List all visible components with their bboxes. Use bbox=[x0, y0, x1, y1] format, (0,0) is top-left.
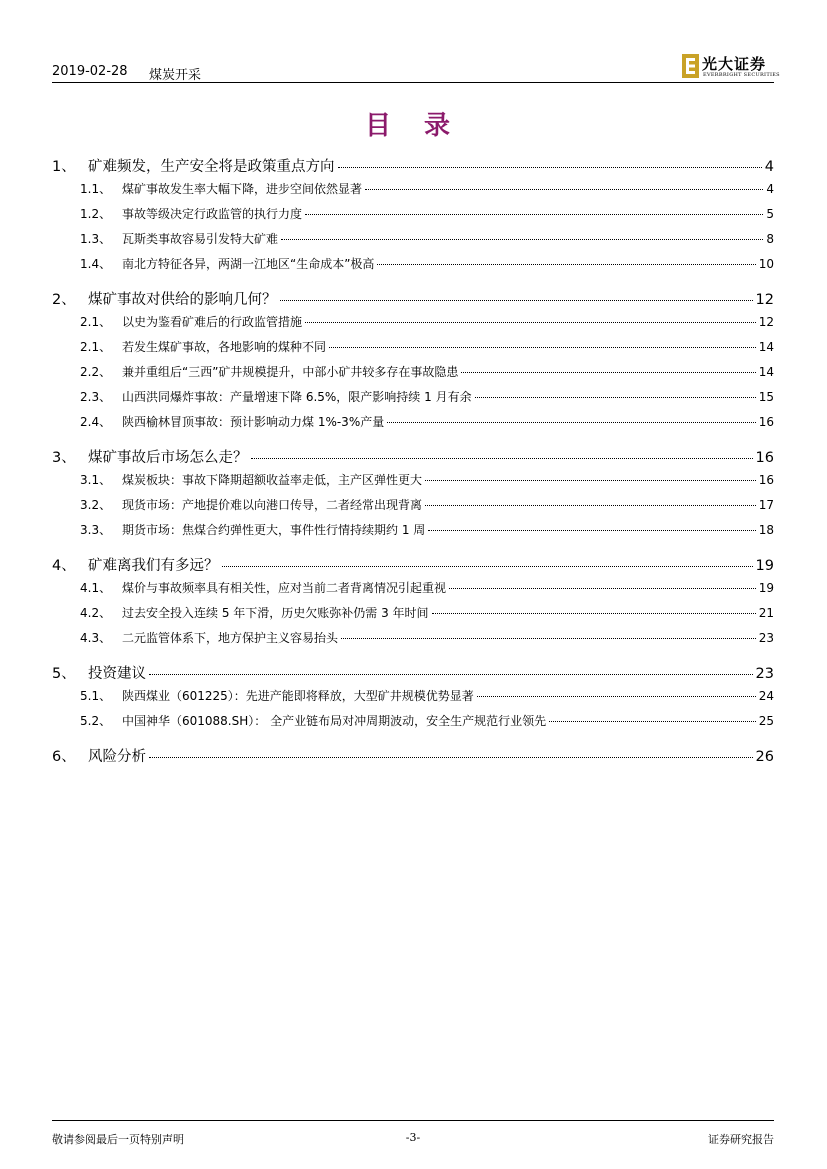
brand-name-cn: 光大证券 bbox=[702, 55, 767, 73]
toc-leader-dots bbox=[341, 638, 756, 639]
toc-leader-dots bbox=[377, 264, 755, 265]
toc-entry-number: 2.1、 bbox=[80, 315, 112, 329]
toc-entry-page: 18 bbox=[758, 523, 774, 537]
toc-entry-title: 以史为鉴看矿难后的行政监管措施 bbox=[122, 315, 303, 329]
toc-entry-title: 瓦斯类事故容易引发特大矿难 bbox=[122, 232, 279, 246]
toc-entry-number: 3.1、 bbox=[80, 473, 112, 487]
toc-entry-number: 3、 bbox=[52, 450, 76, 466]
toc-entry-number: 3.3、 bbox=[80, 523, 112, 537]
toc-entry-title: 山西洪同爆炸事故：产量增速下降 6.5%，限产影响持续 1 月有余 bbox=[122, 390, 472, 404]
toc-entry-number: 5、 bbox=[52, 666, 76, 682]
toc-entry-title: 煤矿事故对供给的影响几何？ bbox=[88, 292, 277, 308]
toc-leader-dots bbox=[477, 696, 756, 697]
toc-entry-number: 2、 bbox=[52, 292, 76, 308]
toc-section-entry[interactable] bbox=[52, 745, 774, 770]
toc-subsection-entry[interactable] bbox=[52, 712, 774, 737]
toc-entry-page: 26 bbox=[755, 749, 774, 765]
toc-leader-dots bbox=[449, 588, 756, 589]
toc-section-entry[interactable] bbox=[52, 288, 774, 313]
toc-subsection-entry[interactable] bbox=[52, 313, 774, 338]
toc-entry-number: 4、 bbox=[52, 558, 76, 574]
report-topic: 煤炭开采 bbox=[149, 68, 202, 83]
toc-entry-title: 陕西煤业（601225）：先进产能即将释放，大型矿井规模优势显著 bbox=[122, 689, 474, 703]
toc-entry-page: 4 bbox=[764, 159, 774, 175]
toc-entry-title: 现货市场：产地提价难以向港口传导，二者经常出现背离 bbox=[122, 498, 423, 512]
toc-subsection-entry[interactable] bbox=[52, 388, 774, 413]
toc-leader-dots bbox=[338, 167, 762, 168]
toc-entry-number: 4.3、 bbox=[80, 631, 112, 645]
toc-subsection-entry[interactable] bbox=[52, 629, 774, 654]
toc-subsection-entry[interactable] bbox=[52, 413, 774, 438]
toc-subsection-entry[interactable] bbox=[52, 338, 774, 363]
toc-entry-number: 2.2、 bbox=[80, 365, 112, 379]
toc-entry-title: 煤价与事故频率具有相关性，应对当前二者背离情况引起重视 bbox=[122, 581, 447, 595]
toc-subsection-entry[interactable] bbox=[52, 687, 774, 712]
toc-entry-page: 16 bbox=[755, 450, 774, 466]
toc-entry-title: 中国神华（601088.SH）： 全产业链布局对冲周期波动，安全生产规范行业领先 bbox=[122, 714, 547, 728]
toc-entry-number: 3.2、 bbox=[80, 498, 112, 512]
toc-subsection-entry[interactable] bbox=[52, 255, 774, 280]
toc-entry-number: 5.1、 bbox=[80, 689, 112, 703]
toc-leader-dots bbox=[305, 214, 763, 215]
toc-entry-title: 兼并重组后“三西”矿井规模提升，中部小矿井较多存在事故隐患 bbox=[122, 365, 459, 379]
toc-entry-number: 4.1、 bbox=[80, 581, 112, 595]
toc-entry-number: 4.2、 bbox=[80, 606, 112, 620]
toc-section-entry[interactable] bbox=[52, 155, 774, 180]
toc-entry-number: 2.1、 bbox=[80, 340, 112, 354]
toc-leader-dots bbox=[329, 347, 756, 348]
toc-leader-dots bbox=[428, 530, 755, 531]
toc-entry-number: 1.1、 bbox=[80, 182, 112, 196]
toc-entry-page: 4 bbox=[766, 182, 774, 196]
report-date: 2019-02-28 bbox=[52, 64, 128, 79]
toc-entry-number: 5.2、 bbox=[80, 714, 112, 728]
toc-entry-title: 过去安全投入连续 5 年下滑，历史欠账弥补仍需 3 年时间 bbox=[122, 606, 429, 620]
toc-leader-dots bbox=[222, 566, 753, 567]
toc-entry-number: 6、 bbox=[52, 749, 76, 765]
toc-subsection-entry[interactable] bbox=[52, 496, 774, 521]
toc-section-entry[interactable] bbox=[52, 554, 774, 579]
toc-section-entry[interactable] bbox=[52, 446, 774, 471]
footer-report-type: 证券研究报告 bbox=[708, 1133, 774, 1146]
toc-entry-title: 矿难频发，生产安全将是政策重点方向 bbox=[88, 159, 335, 175]
toc-subsection-entry[interactable] bbox=[52, 604, 774, 629]
toc-leader-dots bbox=[251, 458, 753, 459]
toc-entry-title: 风险分析 bbox=[88, 749, 146, 765]
footer-page-number: -3- bbox=[405, 1131, 421, 1144]
toc-entry-title: 若发生煤矿事故，各地影响的煤种不同 bbox=[122, 340, 327, 354]
toc-leader-dots bbox=[149, 757, 753, 758]
toc-entry-title: 煤矿事故后市场怎么走？ bbox=[88, 450, 248, 466]
brand-logo bbox=[682, 52, 780, 80]
toc-entry-page: 16 bbox=[758, 415, 774, 429]
toc-leader-dots bbox=[461, 372, 755, 373]
page-header bbox=[52, 52, 780, 83]
toc-section-entry[interactable] bbox=[52, 662, 774, 687]
toc-entry-page: 19 bbox=[755, 558, 774, 574]
toc-entry-title: 南北方特征各异，两湖一江地区“生命成本”极高 bbox=[122, 257, 375, 271]
toc-entry-page: 5 bbox=[766, 207, 774, 221]
toc-entry-page: 24 bbox=[758, 689, 774, 703]
toc-subsection-entry[interactable] bbox=[52, 205, 774, 230]
toc-entry-page: 21 bbox=[758, 606, 774, 620]
toc-entry-title: 事故等级决定行政监管的执行力度 bbox=[122, 207, 303, 221]
toc-entry-title: 矿难离我们有多远？ bbox=[88, 558, 219, 574]
toc-entry-page: 15 bbox=[758, 390, 774, 404]
toc-entry-title: 煤炭板块：事故下降期超额收益率走低，主产区弹性更大 bbox=[122, 473, 423, 487]
toc-subsection-entry[interactable] bbox=[52, 363, 774, 388]
toc-entry-page: 16 bbox=[758, 473, 774, 487]
toc-entry-page: 19 bbox=[758, 581, 774, 595]
toc-leader-dots bbox=[365, 189, 763, 190]
toc-entry-number: 2.3、 bbox=[80, 390, 112, 404]
toc-subsection-entry[interactable] bbox=[52, 230, 774, 255]
toc-subsection-entry[interactable] bbox=[52, 180, 774, 205]
toc-entry-title: 二元监管体系下，地方保护主义容易抬头 bbox=[122, 631, 339, 645]
toc-entry-number: 1.4、 bbox=[80, 257, 112, 271]
toc-entry-page: 14 bbox=[758, 340, 774, 354]
toc-entry-page: 14 bbox=[758, 365, 774, 379]
toc-entry-page: 23 bbox=[758, 631, 774, 645]
toc-subsection-entry[interactable] bbox=[52, 471, 774, 496]
toc-leader-dots bbox=[549, 721, 756, 722]
toc-leader-dots bbox=[305, 322, 756, 323]
toc-subsection-entry[interactable] bbox=[52, 521, 774, 546]
toc-entry-number: 2.4、 bbox=[80, 415, 112, 429]
toc-title: 目 录 bbox=[364, 111, 463, 141]
toc-entry-number: 1.3、 bbox=[80, 232, 112, 246]
toc-entry-number: 1、 bbox=[52, 159, 76, 175]
brand-name-en: EVERBRIGHT SECURITIES bbox=[703, 72, 780, 78]
toc-entry-number: 1.2、 bbox=[80, 207, 112, 221]
toc-leader-dots bbox=[425, 480, 756, 481]
toc-entry-page: 12 bbox=[755, 292, 774, 308]
brand-logo-icon bbox=[682, 54, 699, 78]
footer-disclaimer: 敬请参阅最后一页特别声明 bbox=[52, 1133, 184, 1146]
toc-entry-page: 17 bbox=[758, 498, 774, 512]
toc-subsection-entry[interactable] bbox=[52, 579, 774, 604]
toc-leader-dots bbox=[281, 239, 763, 240]
page-footer bbox=[52, 1120, 774, 1151]
toc-leader-dots bbox=[425, 505, 756, 506]
toc-entry-title: 陕西榆林冒顶事故：预计影响动力煤 1%-3%产量 bbox=[122, 415, 385, 429]
toc-entry-title: 煤矿事故发生率大幅下降，进步空间依然显著 bbox=[122, 182, 363, 196]
toc-entry-page: 23 bbox=[755, 666, 774, 682]
toc-leader-dots bbox=[280, 300, 753, 301]
toc-entry-page: 8 bbox=[766, 232, 774, 246]
table-of-contents bbox=[52, 155, 774, 770]
toc-entry-title: 投资建议 bbox=[88, 666, 146, 682]
toc-entry-page: 12 bbox=[758, 315, 774, 329]
toc-entry-page: 25 bbox=[758, 714, 774, 728]
toc-leader-dots bbox=[387, 422, 755, 423]
toc-leader-dots bbox=[149, 674, 753, 675]
toc-entry-page: 10 bbox=[758, 257, 774, 271]
toc-leader-dots bbox=[475, 397, 756, 398]
toc-entry-title: 期货市场：焦煤合约弹性更大，事件性行情持续期约 1 周 bbox=[122, 523, 426, 537]
toc-leader-dots bbox=[432, 613, 756, 614]
